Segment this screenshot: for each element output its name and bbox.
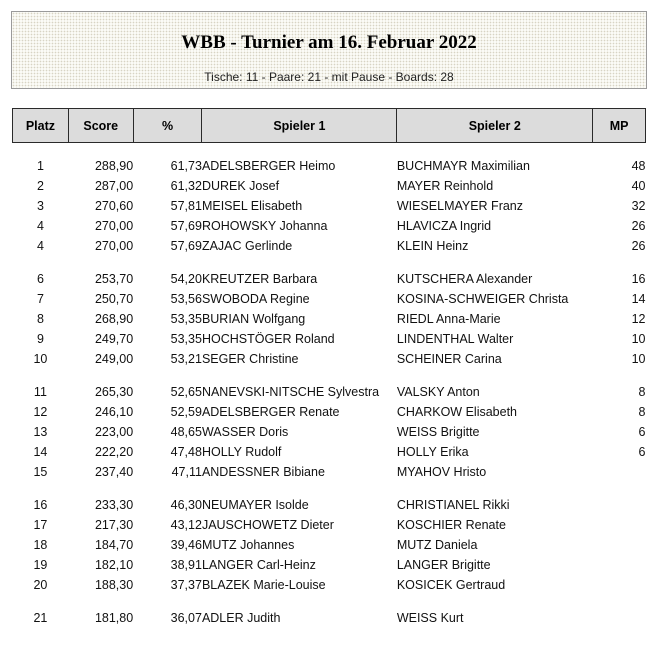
- table-row: [13, 196, 646, 216]
- cell-percent: 52,65: [170, 384, 202, 399]
- table-row: [13, 462, 646, 482]
- cell-percent: 53,35: [170, 311, 202, 326]
- cell-mp: 32: [631, 198, 646, 213]
- column-header-spieler1: Spieler 1: [202, 109, 397, 143]
- cell-platz: 20: [33, 577, 48, 592]
- cell-score: 237,40: [94, 464, 134, 479]
- cell-spieler2: KOSICEK Gertraud: [396, 577, 506, 592]
- cell-spieler2: LANGER Brigitte: [396, 557, 491, 572]
- cell-score: 249,00: [94, 351, 134, 366]
- table-row: [13, 309, 646, 329]
- table-row: [13, 535, 646, 555]
- cell-percent: 52,59: [170, 404, 202, 419]
- cell-percent: 48,65: [170, 424, 202, 439]
- cell-platz: 21: [33, 610, 48, 625]
- cell-platz: 14: [33, 444, 48, 459]
- cell-score: 182,10: [94, 557, 134, 572]
- cell-spieler1: KREUTZER Barbara: [201, 271, 318, 286]
- cell-spieler1: ADELSBERGER Renate: [201, 404, 340, 419]
- cell-mp: 8: [638, 404, 646, 419]
- cell-spieler1: SEGER Christine: [201, 351, 299, 366]
- cell-mp: 10: [631, 351, 646, 366]
- cell-percent: 53,21: [170, 351, 202, 366]
- cell-score: 268,90: [94, 311, 134, 326]
- cell-percent: 57,69: [170, 218, 202, 233]
- cell-percent: 54,20: [170, 271, 202, 286]
- table-row: [13, 555, 646, 575]
- cell-platz: 17: [33, 517, 48, 532]
- cell-percent: 47,48: [170, 444, 202, 459]
- table-row: [13, 329, 646, 349]
- column-header-mp: MP: [593, 109, 646, 143]
- cell-spieler2: MYAHOV Hristo: [396, 464, 487, 479]
- cell-platz: 10: [33, 351, 48, 366]
- cell-spieler2: SCHEINER Carina: [396, 351, 502, 366]
- cell-spieler2: KUTSCHERA Alexander: [396, 271, 533, 286]
- cell-spieler2: MAYER Reinhold: [396, 178, 494, 193]
- cell-mp: [593, 515, 646, 535]
- cell-platz: 11: [33, 384, 47, 399]
- cell-spieler2: WIESELMAYER Franz: [396, 198, 524, 213]
- cell-spieler2: LINDENTHAL Walter: [396, 331, 514, 346]
- cell-score: 253,70: [94, 271, 134, 286]
- column-header-percent: %: [133, 109, 202, 143]
- cell-spieler1: JAUSCHOWETZ Dieter: [201, 517, 334, 532]
- cell-mp: [593, 555, 646, 575]
- results-table: [12, 108, 646, 628]
- table-row: [13, 575, 646, 595]
- cell-spieler1: BURIAN Wolfgang: [201, 311, 306, 326]
- table-row: [13, 515, 646, 535]
- cell-mp: 12: [631, 311, 646, 326]
- cell-score: 184,70: [94, 537, 134, 552]
- cell-percent: 61,32: [170, 178, 202, 193]
- cell-score: 249,70: [94, 331, 134, 346]
- cell-spieler1: DUREK Josef: [201, 178, 280, 193]
- table-row: [13, 482, 646, 515]
- cell-mp: 48: [631, 158, 646, 173]
- cell-score: 233,30: [94, 497, 134, 512]
- table-row: [13, 156, 646, 176]
- cell-spieler2: RIEDL Anna-Marie: [396, 311, 501, 326]
- cell-platz: 4: [36, 238, 44, 253]
- cell-percent: 39,46: [170, 537, 202, 552]
- table-row: [13, 256, 646, 289]
- cell-percent: 37,37: [170, 577, 202, 592]
- cell-score: 181,80: [94, 610, 134, 625]
- cell-platz: 13: [33, 424, 48, 439]
- cell-mp: [593, 482, 646, 515]
- cell-mp: 8: [638, 384, 646, 399]
- cell-spieler2: VALSKY Anton: [396, 384, 480, 399]
- cell-spieler1: ROHOWSKY Johanna: [201, 218, 328, 233]
- cell-spieler1: MEISEL Elisabeth: [201, 198, 303, 213]
- cell-spieler2: CHRISTIANEL Rikki: [396, 497, 510, 512]
- cell-platz: 19: [33, 557, 48, 572]
- cell-mp: 6: [638, 444, 646, 459]
- table-header-row: [13, 109, 646, 143]
- column-header-spieler2: Spieler 2: [397, 109, 593, 143]
- cell-mp: 10: [631, 331, 646, 346]
- cell-spieler2: KOSINA-SCHWEIGER Christa: [396, 291, 569, 306]
- title-box: [11, 11, 647, 89]
- cell-spieler1: NANEVSKI-NITSCHE Sylvestra: [201, 384, 380, 399]
- table-spacer: [13, 143, 646, 156]
- cell-score: 270,60: [94, 198, 134, 213]
- cell-spieler2: BUCHMAYR Maximilian: [396, 158, 530, 173]
- cell-spieler1: WASSER Doris: [201, 424, 289, 439]
- cell-score: 217,30: [94, 517, 134, 532]
- cell-percent: 57,69: [170, 238, 202, 253]
- cell-score: 270,00: [94, 238, 134, 253]
- cell-platz: 3: [36, 198, 44, 213]
- cell-spieler2: HOLLY Erika: [396, 444, 469, 459]
- column-header-score: Score: [68, 109, 133, 143]
- cell-score: 222,20: [94, 444, 134, 459]
- cell-percent: 43,12: [170, 517, 202, 532]
- cell-mp: 16: [631, 271, 646, 286]
- cell-spieler1: ADLER Judith: [201, 610, 281, 625]
- table-row: [13, 216, 646, 236]
- cell-score: 246,10: [94, 404, 134, 419]
- cell-platz: 18: [33, 537, 48, 552]
- cell-mp: 26: [631, 238, 646, 253]
- cell-spieler1: ZAJAC Gerlinde: [201, 238, 293, 253]
- table-row: [13, 369, 646, 402]
- table-row: [13, 402, 646, 422]
- cell-score: 265,30: [94, 384, 134, 399]
- cell-spieler2: HLAVICZA Ingrid: [396, 218, 492, 233]
- cell-score: 188,30: [94, 577, 134, 592]
- cell-score: 270,00: [94, 218, 134, 233]
- cell-score: 287,00: [94, 178, 134, 193]
- cell-spieler2: KLEIN Heinz: [396, 238, 469, 253]
- cell-spieler1: ANDESSNER Bibiane: [201, 464, 325, 479]
- cell-spieler2: KOSCHIER Renate: [396, 517, 506, 532]
- cell-score: 223,00: [94, 424, 134, 439]
- cell-platz: 7: [36, 291, 44, 306]
- cell-percent: 53,56: [170, 291, 202, 306]
- table-row: [13, 349, 646, 369]
- cell-platz: 8: [36, 311, 44, 326]
- cell-mp: [593, 575, 646, 595]
- cell-spieler1: LANGER Carl-Heinz: [201, 557, 316, 572]
- cell-spieler2: MUTZ Daniela: [396, 537, 478, 552]
- cell-mp: 26: [631, 218, 646, 233]
- table-row: [13, 595, 646, 628]
- cell-percent: 53,35: [170, 331, 202, 346]
- cell-spieler1: SWOBODA Regine: [201, 291, 310, 306]
- table-row: [13, 442, 646, 462]
- column-header-platz: Platz: [13, 109, 69, 143]
- cell-spieler1: ADELSBERGER Heimo: [201, 158, 336, 173]
- cell-mp: [593, 595, 646, 628]
- cell-spieler1: BLAZEK Marie-Louise: [201, 577, 326, 592]
- cell-mp: 40: [631, 178, 646, 193]
- table-row: [13, 422, 646, 442]
- cell-percent: 38,91: [170, 557, 202, 572]
- cell-spieler2: WEISS Brigitte: [396, 424, 480, 439]
- cell-platz: 4: [36, 218, 44, 233]
- cell-platz: 1: [36, 158, 44, 173]
- cell-percent: 46,30: [170, 497, 202, 512]
- cell-mp: [593, 462, 646, 482]
- cell-platz: 15: [33, 464, 48, 479]
- table-row: [13, 289, 646, 309]
- table-row: [13, 176, 646, 196]
- cell-platz: 6: [36, 271, 44, 286]
- cell-platz: 9: [36, 331, 44, 346]
- page-title: WBB - Turnier am 16. Februar 2022: [181, 32, 477, 53]
- results-body: [13, 143, 646, 628]
- cell-score: 288,90: [94, 158, 134, 173]
- tournament-info: Tische: 11 - Paare: 21 - mit Pause - Boards: 28: [204, 70, 454, 84]
- cell-spieler1: MUTZ Johannes: [201, 537, 295, 552]
- cell-score: 250,70: [94, 291, 134, 306]
- cell-spieler1: NEUMAYER Isolde: [201, 497, 309, 512]
- cell-mp: 6: [638, 424, 646, 439]
- cell-percent: 57,81: [170, 198, 202, 213]
- cell-platz: 16: [33, 497, 48, 512]
- table-row: [13, 236, 646, 256]
- cell-percent: 61,73: [170, 158, 202, 173]
- cell-mp: [593, 535, 646, 555]
- cell-platz: 12: [33, 404, 48, 419]
- cell-spieler1: HOCHSTÖGER Roland: [201, 331, 335, 346]
- cell-mp: 14: [631, 291, 646, 306]
- cell-spieler2: CHARKOW Elisabeth: [396, 404, 518, 419]
- cell-spieler1: HOLLY Rudolf: [201, 444, 282, 459]
- cell-percent: 47,11: [171, 464, 202, 479]
- cell-percent: 36,07: [170, 610, 202, 625]
- cell-platz: 2: [36, 178, 44, 193]
- cell-spieler2: WEISS Kurt: [396, 610, 464, 625]
